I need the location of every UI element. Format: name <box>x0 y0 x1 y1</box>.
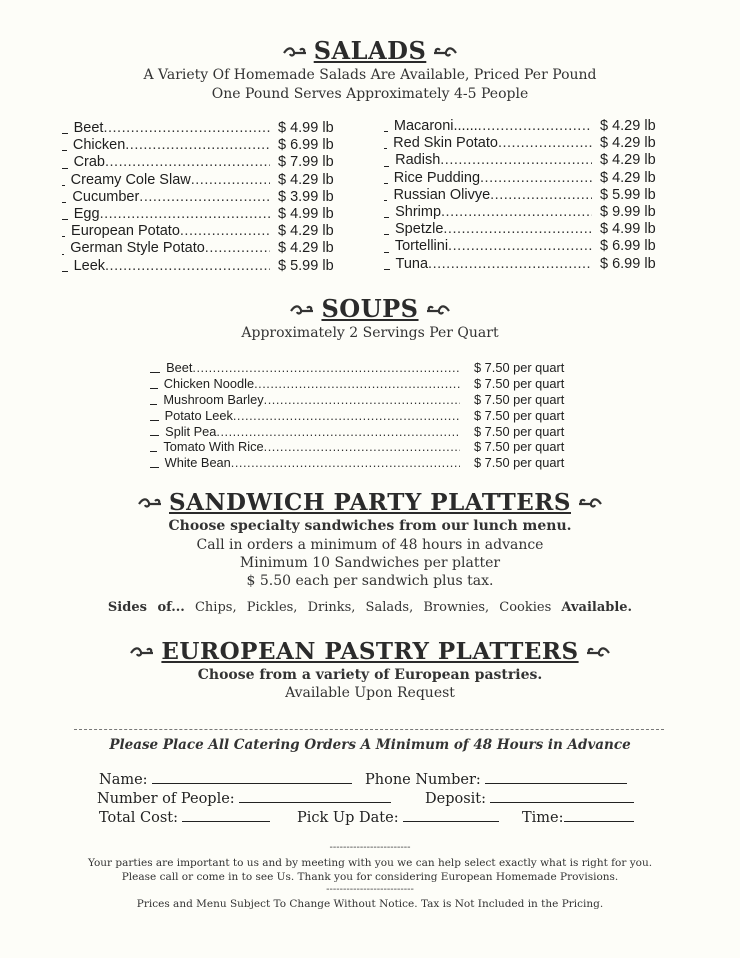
salads-subtitle-2: One Pound Serves Approximately 4-5 People <box>211 86 529 102</box>
item-price: $ 7.50 per quart <box>474 375 565 391</box>
item-price: $ 4.29 lb <box>600 118 656 134</box>
item-name: Spetzle <box>395 221 444 238</box>
item-name: Shrimp <box>395 203 442 220</box>
people-line[interactable] <box>239 790 391 803</box>
item-name: Potato Leek <box>164 407 233 423</box>
item-name: White Bean <box>164 455 231 471</box>
item-name: Cucumber <box>72 188 140 205</box>
item-name: Creamy Cole Slaw <box>70 171 191 188</box>
footer-message-2: Please call or come in to see Us. Thank you for considering European Homemade Provisions. <box>121 871 619 883</box>
sides-items: Chips, Pickles, Drinks, Salads, Brownies, Cookies <box>194 600 552 615</box>
deposit-field[interactable] <box>425 790 634 807</box>
people-label: Number of People: <box>97 791 235 807</box>
deposit-line[interactable] <box>490 790 634 803</box>
item-name: Tomato With Rice <box>163 439 264 455</box>
item-price: $ 4.29 lb <box>278 240 334 257</box>
item-name: Rice Pudding <box>393 169 481 186</box>
pastry-heading: EUROPEAN PASTRY PLATTERS <box>0 638 740 665</box>
pickup-field[interactable] <box>297 809 499 826</box>
sandwich-line-4: $ 5.50 each per sandwich plus tax. <box>246 573 494 589</box>
item-price: $ 4.29 lb <box>278 223 334 240</box>
phone-field[interactable] <box>365 771 627 788</box>
phone-line[interactable] <box>485 771 627 784</box>
item-price: $ 7.99 lb <box>278 154 334 171</box>
item-name: Macaroni...... <box>393 118 478 134</box>
item-name: Red Skin Potato <box>393 135 498 152</box>
item-price: $ 7.50 per quart <box>474 455 565 471</box>
salads-heading: SALADS <box>0 36 740 65</box>
item-name: Russian Olivye <box>393 186 491 203</box>
sandwich-heading: SANDWICH PARTY PLATTERS <box>0 489 740 516</box>
item-price: $ 7.50 per quart <box>474 407 565 423</box>
item-price: $ 7.50 per quart <box>474 391 565 407</box>
sandwich-line-2: Call in orders a minimum of 48 hours in advance <box>196 537 544 553</box>
sandwich-line-1: Choose specialty sandwiches from our lunch menu. <box>168 518 572 534</box>
item-price: $ 4.29 lb <box>278 171 334 188</box>
item-price: $ 4.29 lb <box>600 169 656 186</box>
people-field[interactable] <box>97 790 391 807</box>
item-name: Radish <box>395 152 441 169</box>
phone-label: Phone Number: <box>365 772 481 788</box>
pastry-line-1: Choose from a variety of European pastries. <box>197 667 543 683</box>
item-name: Split Pea <box>165 423 217 439</box>
soups-subtitle: Approximately 2 Servings Per Quart <box>241 325 499 341</box>
deposit-label: Deposit: <box>425 791 487 807</box>
item-name: Beet <box>73 120 104 136</box>
item-price: $ 5.99 lb <box>278 257 334 274</box>
item-price: $ 6.99 lb <box>278 137 334 154</box>
pickup-label: Pick Up Date: <box>297 810 399 826</box>
item-price: $ 6.99 lb <box>600 238 656 255</box>
item-price: $ 6.99 lb <box>600 255 656 272</box>
sandwich-line-3: Minimum 10 Sandwiches per platter <box>239 555 501 571</box>
item-name: Crab <box>73 154 105 171</box>
item-price: $ 4.99 lb <box>600 221 656 238</box>
item-name: Tuna <box>395 255 429 272</box>
item-price: $ 5.99 lb <box>600 186 656 203</box>
item-price: $ 4.29 lb <box>600 135 656 152</box>
item-name: Beet <box>166 360 193 375</box>
item-price: $ 7.50 per quart <box>474 423 565 439</box>
cost-field[interactable] <box>99 809 270 826</box>
footer-separator-2: -------------------------- <box>326 884 414 895</box>
order-notice: Please Place All Catering Orders A Minimum of 48 Hours in Advance <box>109 737 631 753</box>
name-line[interactable] <box>152 771 352 784</box>
footer-message-1: Your parties are important to us and by meeting with you we can help select exactly what is right for you. <box>87 857 653 869</box>
time-line[interactable] <box>564 809 634 822</box>
pastry-line-2: Available Upon Request <box>285 685 455 701</box>
cost-line[interactable] <box>182 809 270 822</box>
name-label: Name: <box>99 772 148 788</box>
time-label: Time: <box>522 810 564 826</box>
item-name: Leek <box>73 257 106 274</box>
item-price: $ 4.99 lb <box>278 120 334 136</box>
sides-available: Available. <box>561 600 633 615</box>
item-price: $ 9.99 lb <box>600 203 656 220</box>
soups-heading: SOUPS <box>0 294 740 323</box>
item-price: $ 4.29 lb <box>600 152 656 169</box>
item-price: $ 7.50 per quart <box>474 360 565 375</box>
item-name: Chicken <box>72 137 126 154</box>
item-name: Tortellini <box>394 238 449 255</box>
item-name: European Potato <box>71 223 180 240</box>
item-price: $ 3.99 lb <box>278 188 334 205</box>
item-name: Egg <box>73 205 100 222</box>
item-price: $ 7.50 per quart <box>474 439 565 455</box>
cost-label: Total Cost: <box>99 810 178 826</box>
sides-label: Sides of... <box>107 600 185 615</box>
pickup-line[interactable] <box>403 809 499 822</box>
footer-separator-1: ------------------------ <box>329 842 411 853</box>
item-name: German Style Potato <box>70 240 205 257</box>
item-name: Mushroom Barley <box>163 391 264 407</box>
item-name: Chicken Noodle <box>163 375 255 391</box>
time-field[interactable] <box>522 809 634 826</box>
salads-subtitle-1: A Variety Of Homemade Salads Are Available, Priced Per Pound <box>143 67 597 83</box>
item-price: $ 4.99 lb <box>278 205 334 222</box>
footer-message-3: Prices and Menu Subject To Change Without Notice. Tax is Not Included in the Pricing. <box>136 898 604 910</box>
name-field[interactable] <box>99 771 352 788</box>
